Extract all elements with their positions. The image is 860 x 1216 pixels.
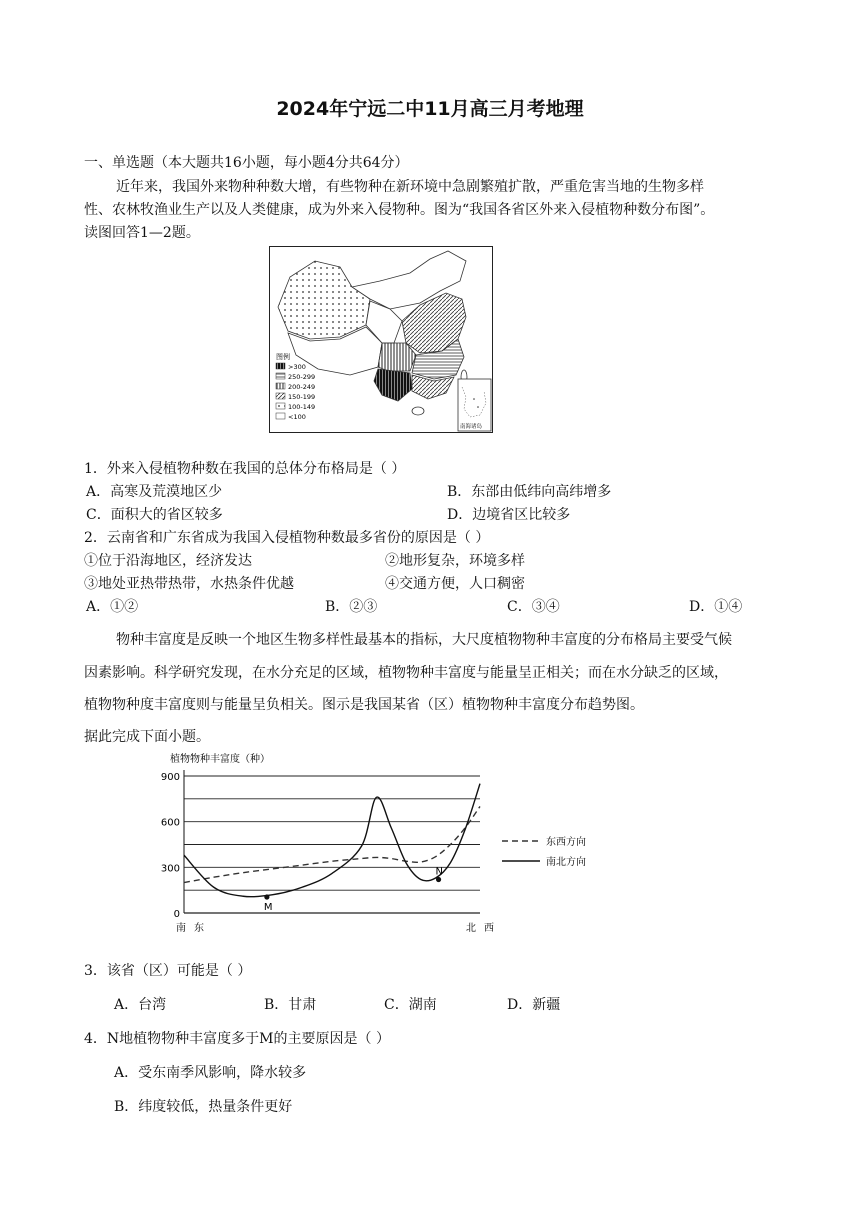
intro1-line2: 性、农林牧渔业生产以及人类健康，成为外来入侵物种。图为“我国各省区外来入侵植物种数分布图”。 xyxy=(84,202,715,218)
legend-item-2: 250-299 xyxy=(288,373,316,381)
x-label-west: 西 xyxy=(484,923,494,934)
invasive-plants-map xyxy=(269,246,493,433)
chart-ylabel: 植物物种丰富度（种） xyxy=(170,754,270,765)
intro2-line1: 物种丰富度是反映一个地区生物多样性最基本的指标，大尺度植物物种丰富度的分布格局主要受气候 xyxy=(116,632,732,648)
region-yunnan xyxy=(374,369,412,401)
series-line-north-south xyxy=(184,784,480,897)
q2-statement-1: ①位于沿海地区，经济发达 xyxy=(84,553,252,569)
chart-ytick-label: 900 xyxy=(160,772,180,783)
chart-ytick-label: 600 xyxy=(160,817,180,829)
inset-label: 南海诸岛 xyxy=(460,424,483,430)
legend-label-north-south: 南北方向 xyxy=(546,857,586,868)
q2-option-c[interactable]: C．③④ xyxy=(507,599,560,615)
chart-point-label-m: M xyxy=(263,902,273,914)
q2-option-b[interactable]: B．②③ xyxy=(325,599,378,615)
q3-option-c[interactable]: C．湖南 xyxy=(384,997,437,1013)
x-label-north: 北 xyxy=(466,923,476,934)
x-label-south: 南 xyxy=(176,923,186,934)
q3-option-b[interactable]: B．甘肃 xyxy=(264,997,317,1013)
china-map-svg xyxy=(270,247,492,432)
q4-option-a[interactable]: A．受东南季风影响，降水较多 xyxy=(114,1065,307,1081)
region-northwest xyxy=(278,261,370,339)
legend-item-5: 100-149 xyxy=(288,403,316,411)
q4-option-b[interactable]: B．纬度较低，热量条件更好 xyxy=(114,1099,293,1115)
chart-ytick-label: 0 xyxy=(173,909,180,920)
q3-option-d[interactable]: D．新疆 xyxy=(507,997,561,1013)
q2-statement-4: ④交通方便，人口稠密 xyxy=(385,576,525,592)
legend-title: 图例 xyxy=(276,353,290,361)
q2-option-d[interactable]: D．①④ xyxy=(689,599,743,615)
legend-item-3: 200-249 xyxy=(288,383,316,391)
chart-point-m xyxy=(264,894,269,899)
chart-svg xyxy=(140,750,610,940)
south-china-sea-inset xyxy=(458,379,491,431)
chart-point-label-n: N xyxy=(435,866,444,878)
intro1-line3: 读图回答1—2题。 xyxy=(84,225,200,241)
q2-statement-2: ②地形复杂，环境多样 xyxy=(385,553,525,569)
intro1-line1: 近年来，我国外来物种种数大增，有些物种在新环境中急剧繁殖扩散，严重危害当地的生物多样 xyxy=(116,179,704,195)
legend-item-6: <100 xyxy=(288,413,306,421)
intro2-line2: 因素影响。科学研究发现，在水分充足的区域，植物物种丰富度与能量呈正相关；而在水分缺乏的区域， xyxy=(84,665,728,681)
region-hainan xyxy=(412,407,424,415)
page-title: 2024年宁远二中11月高三月考地理 xyxy=(276,98,584,120)
q1-option-c[interactable]: C．面积大的省区较多 xyxy=(86,507,223,523)
q3-stem: 3．该省（区）可能是（ ） xyxy=(84,963,252,979)
region-sichuan xyxy=(378,343,416,371)
q1-option-a[interactable]: A．高寒及荒漠地区少 xyxy=(86,484,223,500)
intro2-line4: 据此完成下面小题。 xyxy=(84,729,210,745)
legend-label-east-west: 东西方向 xyxy=(546,837,586,848)
legend-item-1: >300 xyxy=(288,363,306,371)
section-heading: 一、单选题（本大题共16小题，每小题4分共64分） xyxy=(84,155,409,171)
q1-stem: 1．外来入侵植物种数在我国的总体分布格局是（ ） xyxy=(84,461,406,477)
species-richness-chart xyxy=(140,750,610,940)
q2-option-a[interactable]: A．①② xyxy=(86,599,139,615)
x-label-east: 东 xyxy=(194,923,204,934)
q1-option-b[interactable]: B．东部由低纬向高纬增多 xyxy=(447,484,612,500)
chart-yticks xyxy=(161,772,180,920)
chart-ytick-label: 300 xyxy=(160,863,180,875)
q2-stem: 2．云南省和广东省成为我国入侵植物种数最多省份的原因是（ ） xyxy=(84,530,490,546)
intro2-line3: 植物物种度丰富度则与能量呈负相关。图示是我国某省（区）植物物种丰富度分布趋势图。 xyxy=(84,697,644,713)
q1-option-d[interactable]: D．边境省区比较多 xyxy=(447,507,571,523)
q2-statement-3: ③地处亚热带热带，水热条件优越 xyxy=(84,576,294,592)
chart-grid xyxy=(184,770,480,913)
chart-point-n xyxy=(436,877,441,882)
q4-stem: 4．N地植物物种丰富度多于M的主要原因是（ ） xyxy=(84,1031,390,1047)
legend-item-4: 150-199 xyxy=(288,393,316,401)
q3-option-a[interactable]: A．台湾 xyxy=(114,997,167,1013)
